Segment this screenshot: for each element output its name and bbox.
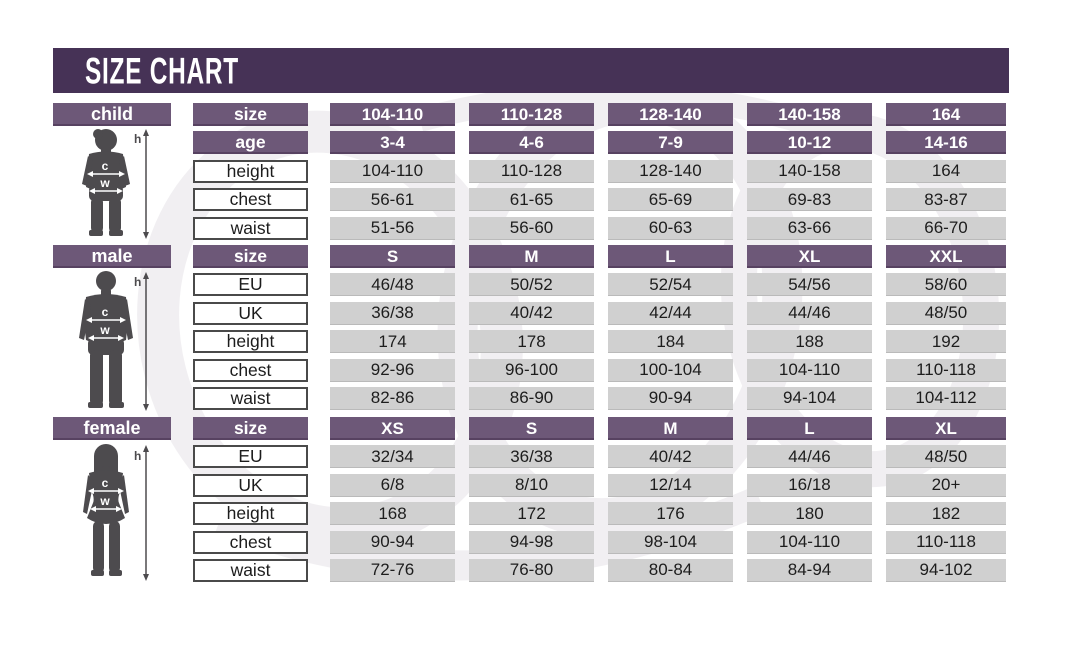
child-height-value-0: 104-110 (330, 160, 455, 183)
page-title: SIZE CHART (85, 49, 239, 91)
female-height-value-0: 168 (330, 502, 455, 525)
female-waist-value-0: 72-76 (330, 559, 455, 582)
male-height-value-4: 192 (886, 330, 1006, 353)
child-size-value-1: 110-128 (469, 103, 594, 126)
male-row-height (193, 330, 1006, 353)
child-row-age (193, 131, 1006, 154)
child-chest-value-3: 69-83 (747, 188, 872, 211)
child-waist-value-0: 51-56 (330, 217, 455, 240)
male-row-size (193, 245, 1006, 268)
female-UK-value-1: 8/10 (469, 474, 594, 497)
female-height-value-3: 180 (747, 502, 872, 525)
male-size-label: size (193, 245, 308, 268)
male-height-value-1: 178 (469, 330, 594, 353)
child-age-label: age (193, 131, 308, 154)
male-size-value-2: L (608, 245, 733, 268)
female-EU-label: EU (193, 445, 308, 468)
female-EU-value-2: 40/42 (608, 445, 733, 468)
child-age-value-4: 14-16 (886, 131, 1006, 154)
male-chest-label: chest (193, 359, 308, 382)
male-size-value-1: M (469, 245, 594, 268)
female-row-UK (193, 474, 1006, 497)
male-UK-value-0: 36/38 (330, 302, 455, 325)
female-height-value-4: 182 (886, 502, 1006, 525)
female-row-height (193, 502, 1006, 525)
male-EU-value-2: 52/54 (608, 273, 733, 296)
female-UK-value-0: 6/8 (330, 474, 455, 497)
male-height-value-3: 188 (747, 330, 872, 353)
male-waist-label: waist (193, 387, 308, 410)
male-size-value-0: S (330, 245, 455, 268)
female-silhouette (83, 444, 129, 576)
male-size-value-4: XXL (886, 245, 1006, 268)
male-row-waist (193, 387, 1006, 410)
female-UK-value-3: 16/18 (747, 474, 872, 497)
female-chest-value-3: 104-110 (747, 531, 872, 554)
child-table (193, 103, 1006, 245)
child-height-value-1: 110-128 (469, 160, 594, 183)
child-height-value-4: 164 (886, 160, 1006, 183)
female-height-label: height (193, 502, 308, 525)
child-chest-value-2: 65-69 (608, 188, 733, 211)
child-waist-label: waist (193, 217, 308, 240)
height-measure-arrow (143, 129, 149, 239)
chest-letter: c (101, 159, 109, 173)
female-chest-value-1: 94-98 (469, 531, 594, 554)
female-size-value-4: XL (886, 417, 1006, 440)
male-waist-value-2: 90-94 (608, 387, 733, 410)
female-chest-label: chest (193, 531, 308, 554)
child-height-value-3: 140-158 (747, 160, 872, 183)
female-waist-value-2: 80-84 (608, 559, 733, 582)
child-chest-value-1: 61-65 (469, 188, 594, 211)
male-UK-value-4: 48/50 (886, 302, 1006, 325)
female-UK-label: UK (193, 474, 308, 497)
female-size-value-2: M (608, 417, 733, 440)
child-height-label: height (193, 160, 308, 183)
male-UK-value-3: 44/46 (747, 302, 872, 325)
female-waist-value-1: 76-80 (469, 559, 594, 582)
female-EU-value-0: 32/34 (330, 445, 455, 468)
child-waist-value-2: 60-63 (608, 217, 733, 240)
child-waist-value-3: 63-66 (747, 217, 872, 240)
chest-letter: c (101, 305, 109, 319)
child-row-waist (193, 217, 1006, 240)
child-figure-icon (58, 127, 170, 241)
child-waist-value-1: 56-60 (469, 217, 594, 240)
chest-letter: c (101, 476, 109, 490)
male-EU-value-1: 50/52 (469, 273, 594, 296)
female-row-chest (193, 531, 1006, 554)
female-size-value-0: XS (330, 417, 455, 440)
male-EU-value-4: 58/60 (886, 273, 1006, 296)
male-UK-value-1: 40/42 (469, 302, 594, 325)
female-waist-label: waist (193, 559, 308, 582)
female-EU-value-1: 36/38 (469, 445, 594, 468)
child-age-value-2: 7-9 (608, 131, 733, 154)
male-EU-label: EU (193, 273, 308, 296)
child-age-value-3: 10-12 (747, 131, 872, 154)
height-measure-arrow (143, 445, 149, 581)
child-age-value-1: 4-6 (469, 131, 594, 154)
child-size-value-2: 128-140 (608, 103, 733, 126)
waist-letter: w (100, 323, 110, 337)
waist-letter: w (100, 494, 110, 508)
child-row-height (193, 160, 1006, 183)
male-chest-value-1: 96-100 (469, 359, 594, 382)
female-chest-value-4: 110-118 (886, 531, 1006, 554)
female-figure-icon (58, 442, 170, 583)
child-size-value-3: 140-158 (747, 103, 872, 126)
female-UK-value-2: 12/14 (608, 474, 733, 497)
male-UK-value-2: 42/44 (608, 302, 733, 325)
male-chest-value-4: 110-118 (886, 359, 1006, 382)
child-size-value-4: 164 (886, 103, 1006, 126)
female-size-value-1: S (469, 417, 594, 440)
male-UK-label: UK (193, 302, 308, 325)
female-row-size (193, 417, 1006, 440)
child-chest-value-4: 83-87 (886, 188, 1006, 211)
male-EU-value-0: 46/48 (330, 273, 455, 296)
female-UK-value-4: 20+ (886, 474, 1006, 497)
section-label-female: female (53, 417, 171, 440)
male-row-chest (193, 359, 1006, 382)
male-waist-value-1: 86-90 (469, 387, 594, 410)
female-row-waist (193, 559, 1006, 582)
female-waist-value-4: 94-102 (886, 559, 1006, 582)
male-size-value-3: XL (747, 245, 872, 268)
male-height-value-0: 174 (330, 330, 455, 353)
waist-letter: w (100, 176, 110, 190)
child-age-value-0: 3-4 (330, 131, 455, 154)
female-height-value-2: 176 (608, 502, 733, 525)
male-chest-value-0: 92-96 (330, 359, 455, 382)
child-row-chest (193, 188, 1006, 211)
male-waist-value-4: 104-112 (886, 387, 1006, 410)
male-figure-icon (58, 270, 170, 413)
male-height-label: height (193, 330, 308, 353)
male-silhouette (79, 271, 133, 408)
height-letter: h (134, 449, 142, 463)
child-chest-label: chest (193, 188, 308, 211)
child-size-value-0: 104-110 (330, 103, 455, 126)
height-letter: h (134, 275, 142, 289)
male-row-UK (193, 302, 1006, 325)
female-size-label: size (193, 417, 308, 440)
section-label-male: male (53, 245, 171, 268)
female-chest-value-2: 98-104 (608, 531, 733, 554)
child-waist-value-4: 66-70 (886, 217, 1006, 240)
male-chest-value-2: 100-104 (608, 359, 733, 382)
female-waist-value-3: 84-94 (747, 559, 872, 582)
height-letter: h (134, 132, 142, 146)
child-row-size (193, 103, 1006, 126)
male-row-EU (193, 273, 1006, 296)
height-measure-arrow (143, 272, 149, 411)
female-row-EU (193, 445, 1006, 468)
female-table (193, 417, 1006, 587)
male-waist-value-0: 82-86 (330, 387, 455, 410)
female-chest-value-0: 90-94 (330, 531, 455, 554)
female-EU-value-4: 48/50 (886, 445, 1006, 468)
child-height-value-2: 128-140 (608, 160, 733, 183)
child-size-label: size (193, 103, 308, 126)
title-band (53, 48, 1009, 93)
male-EU-value-3: 54/56 (747, 273, 872, 296)
female-height-value-1: 172 (469, 502, 594, 525)
female-EU-value-3: 44/46 (747, 445, 872, 468)
female-size-value-3: L (747, 417, 872, 440)
child-chest-value-0: 56-61 (330, 188, 455, 211)
male-waist-value-3: 94-104 (747, 387, 872, 410)
male-table (193, 245, 1006, 415)
male-chest-value-3: 104-110 (747, 359, 872, 382)
section-label-child: child (53, 103, 171, 126)
male-height-value-2: 184 (608, 330, 733, 353)
